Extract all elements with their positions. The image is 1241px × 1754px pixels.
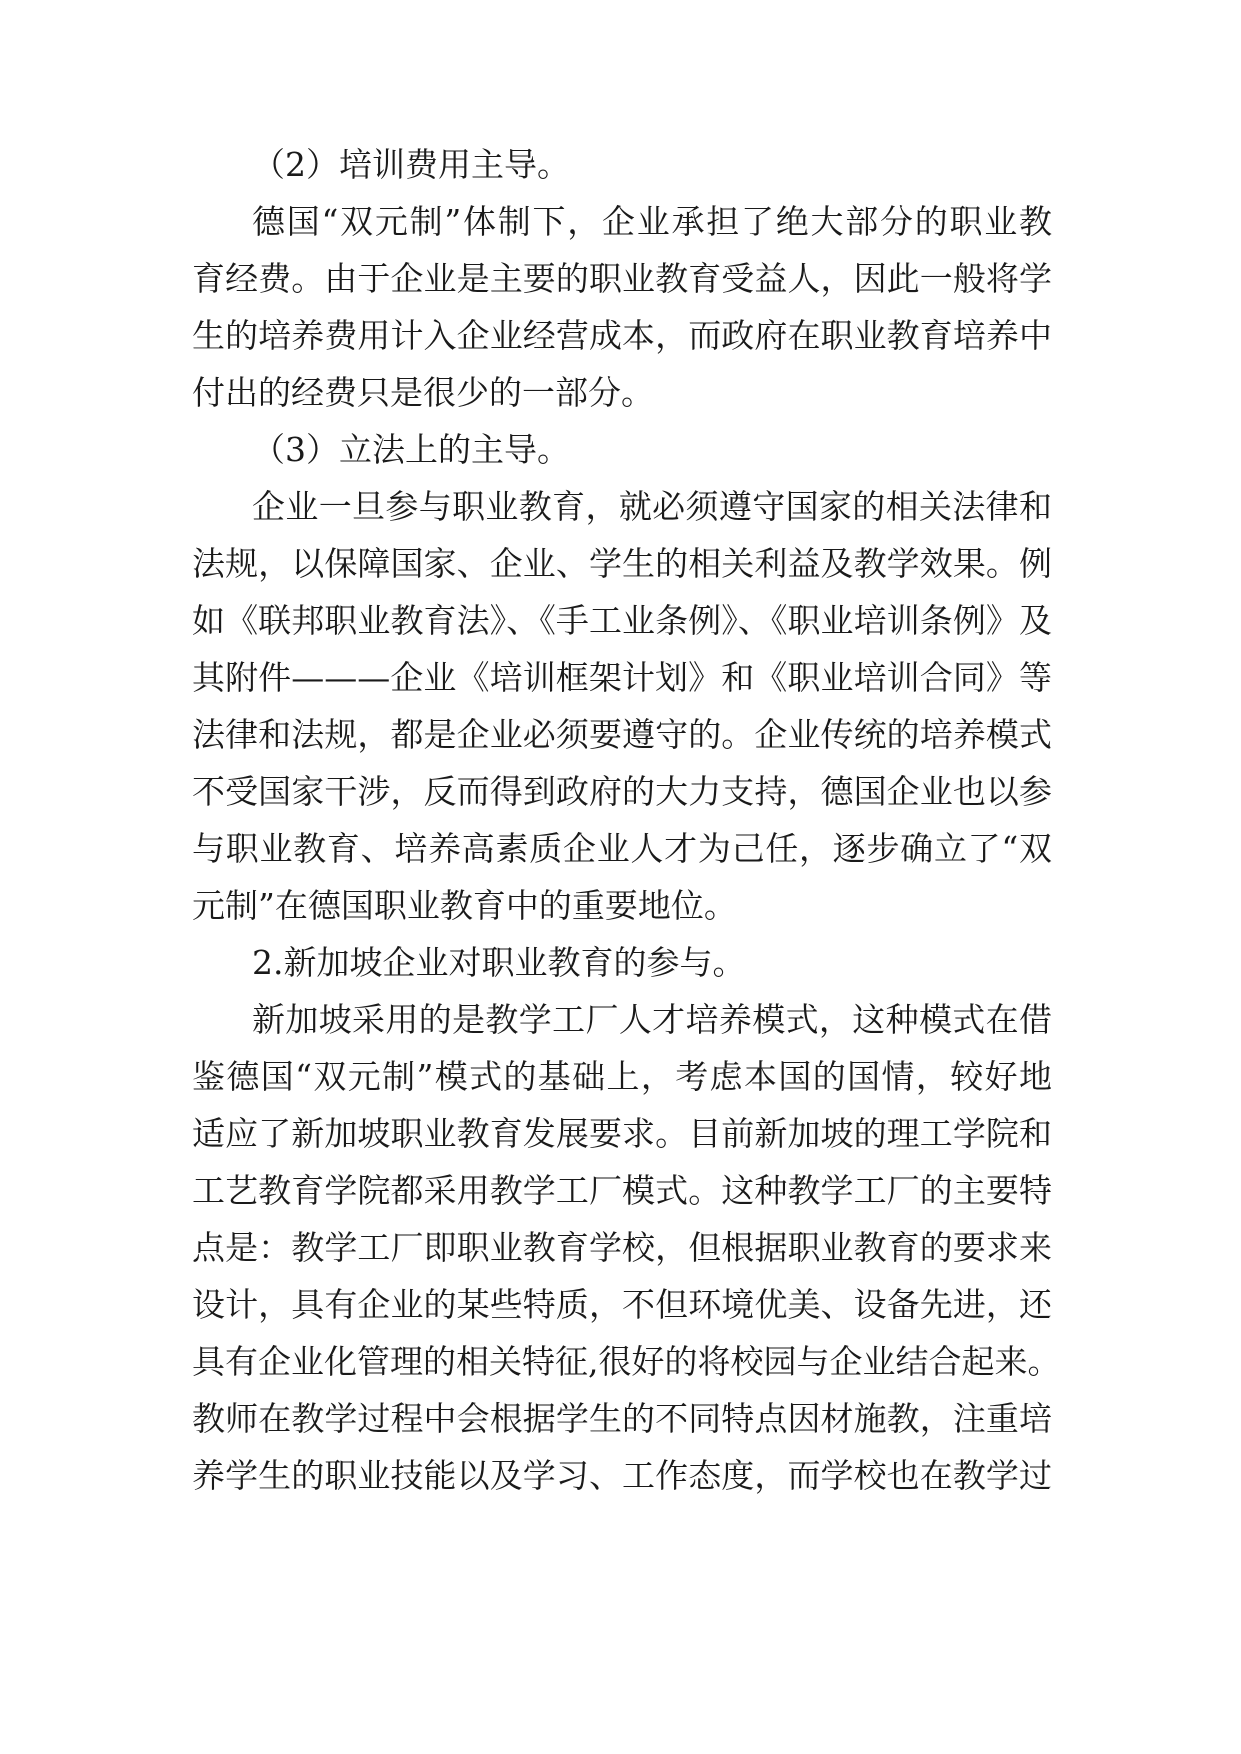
paragraph-line: 元制”在德国职业教育中的重要地位。: [192, 886, 737, 925]
paragraph-line: 设计，具有企业的某些特质，不但环境优美、设备先进，还: [192, 1285, 1052, 1324]
heading-legislation: （3）立法上的主导。: [252, 430, 570, 469]
paragraph-line: 生的培养费用计入企业经营成本，而政府在职业教育培养中: [192, 316, 1052, 355]
paragraph-line: 其附件———企业《培训框架计划》和《职业培训合同》等: [192, 658, 1052, 697]
heading-singapore: 2.新加坡企业对职业教育的参与。: [252, 943, 746, 982]
paragraph-line: 新加坡采用的是教学工厂人才培养模式，这种模式在借: [252, 1000, 1052, 1039]
paragraph-line: 法规，以保障国家、企业、学生的相关利益及教学效果。例: [192, 544, 1052, 583]
paragraph-line: 付出的经费只是很少的一部分。: [192, 373, 654, 412]
paragraph-line: 德国“双元制”体制下，企业承担了绝大部分的职业教: [252, 202, 1052, 241]
paragraph-line: 不受国家干涉，反而得到政府的大力支持，德国企业也以参: [192, 772, 1052, 811]
paragraph-line: 与职业教育、培养高素质企业人才为己任，逐步确立了“双: [192, 829, 1052, 868]
paragraph-line: 养学生的职业技能以及学习、工作态度，而学校也在教学过: [192, 1456, 1052, 1495]
heading-training-cost: （2）培训费用主导。: [252, 145, 570, 184]
paragraph-line: 育经费。由于企业是主要的职业教育受益人，因此一般将学: [192, 259, 1052, 298]
paragraph-line: 教师在教学过程中会根据学生的不同特点因材施教，注重培: [192, 1399, 1052, 1438]
paragraph-line: 企业一旦参与职业教育，就必须遵守国家的相关法律和: [252, 487, 1052, 526]
paragraph-line: 法律和法规，都是企业必须要遵守的。企业传统的培养模式: [192, 715, 1052, 754]
paragraph-line: 点是：教学工厂即职业教育学校，但根据职业教育的要求来: [192, 1228, 1052, 1267]
paragraph-line: 工艺教育学院都采用教学工厂模式。这种教学工厂的主要特: [192, 1171, 1052, 1210]
paragraph-line: 如《联邦职业教育法》、《手工业条例》、《职业培训条例》及: [192, 601, 1052, 640]
paragraph-line: 适应了新加坡职业教育发展要求。目前新加坡的理工学院和: [192, 1114, 1052, 1153]
paragraph-line: 具有企业化管理的相关特征,很好的将校园与企业结合起来。: [192, 1342, 1061, 1381]
paragraph-line: 鉴德国“双元制”模式的基础上，考虑本国的国情，较好地: [192, 1057, 1052, 1096]
